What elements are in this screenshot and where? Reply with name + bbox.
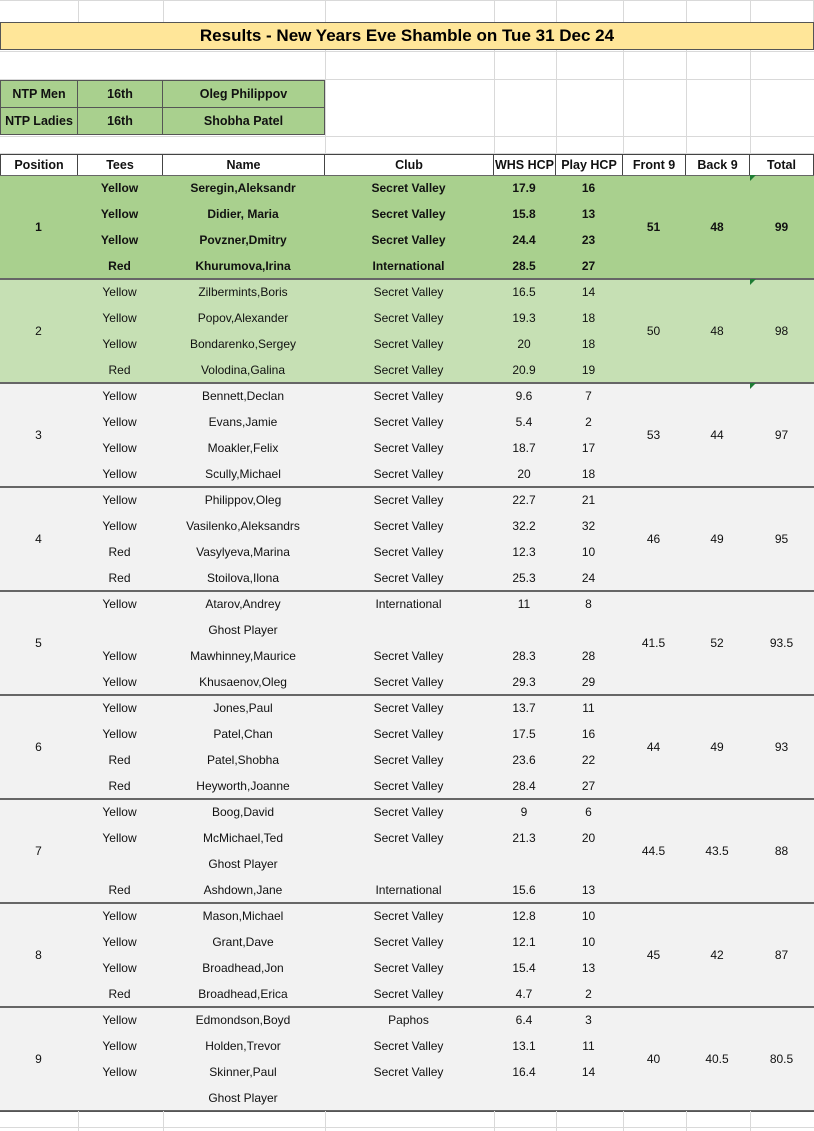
player-tees: Red [108,259,131,273]
group-position: 4 [35,532,42,546]
player-tees [77,1085,162,1111]
player-name: Grant,Dave [212,935,274,949]
group-total: 88 [774,844,789,858]
player-name: Zilbermints,Boris [198,285,288,299]
player-tees: Yellow [102,935,137,949]
player-whs-hcp: 24.4 [512,233,536,247]
player-play-hcp: 17 [581,441,596,455]
player-play-hcp: 18 [581,337,596,351]
player-club: Secret Valley [373,987,444,1001]
group-position: 3 [35,428,42,442]
player-play-hcp: 10 [581,935,596,949]
group-front-9: 44.5 [641,844,666,858]
player-tees: Yellow [102,597,137,611]
player-club: Secret Valley [373,1065,444,1079]
player-play-hcp: 27 [581,259,596,273]
player-play-hcp: 19 [581,363,596,377]
group-total: 93 [774,740,789,754]
player-tees: Yellow [102,909,137,923]
player-club: Secret Valley [373,675,444,689]
player-name: Heyworth,Joanne [196,779,290,793]
group-front-9: 40 [646,1052,661,1066]
header-club: Club [324,154,494,176]
player-tees: Yellow [100,207,139,221]
player-club: International [375,597,442,611]
player-play-hcp: 16 [581,727,596,741]
player-tees [77,617,162,643]
player-play-hcp: 20 [581,831,596,845]
player-club: Secret Valley [373,389,444,403]
player-whs-hcp: 19.3 [512,311,536,325]
player-tees: Yellow [102,519,137,533]
player-club: Secret Valley [373,493,444,507]
player-tees: Yellow [102,415,137,429]
player-club: Secret Valley [373,363,444,377]
player-club: Secret Valley [373,753,444,767]
player-play-hcp: 6 [585,805,592,819]
player-name: McMichael,Ted [202,831,284,845]
player-club: Secret Valley [373,649,444,663]
player-tees: Yellow [102,961,137,975]
header-tees: Tees [77,154,163,176]
player-name: Bondarenko,Sergey [189,337,297,351]
player-play-hcp: 18 [581,311,596,325]
player-club: Secret Valley [373,545,444,559]
player-club [324,617,493,643]
comment-indicator-icon [750,279,756,285]
player-tees: Yellow [102,441,137,455]
player-tees: Yellow [102,467,137,481]
header-whs-hcp: WHS HCP [493,154,556,176]
player-name: Patel,Chan [213,727,273,741]
player-play-hcp: 11 [582,701,595,715]
player-name: Evans,Jamie [208,415,278,429]
player-name: Boog,David [211,805,275,819]
player-play-hcp: 11 [582,1039,595,1053]
player-name: Vasylyeva,Marina [196,545,290,559]
player-name: Mawhinney,Maurice [190,649,296,663]
player-play-hcp: 8 [585,597,592,611]
player-whs-hcp: 12.3 [512,545,536,559]
player-name: Atarov,Andrey [205,597,281,611]
player-name: Khusaenov,Oleg [199,675,287,689]
player-tees: Red [108,753,131,767]
player-tees: Yellow [102,493,137,507]
player-club: Secret Valley [371,233,446,247]
player-name: Moakler,Felix [207,441,279,455]
player-tees: Red [108,883,131,897]
player-whs-hcp: 15.4 [512,961,536,975]
player-name: Edmondson,Boyd [195,1013,291,1027]
player-club [324,851,493,877]
results-title: Results - New Years Eve Shamble on Tue 31 Dec 24 [0,22,814,50]
group-position: 2 [35,324,42,338]
player-club: International [375,883,442,897]
player-play-hcp: 14 [581,1065,596,1079]
player-name: Holden,Trevor [205,1039,281,1053]
player-whs-hcp: 16.4 [512,1065,536,1079]
player-club: Secret Valley [373,467,444,481]
player-name: Ashdown,Jane [203,883,283,897]
player-play-hcp: 24 [581,571,596,585]
group-total: 97 [774,428,789,442]
player-club: Secret Valley [373,961,444,975]
player-name: Khurumova,Irina [195,259,291,273]
player-whs-hcp: 11 [517,597,531,611]
player-play-hcp: 27 [581,779,596,793]
player-tees: Red [108,363,131,377]
player-tees: Yellow [102,727,137,741]
player-whs-hcp: 25.3 [512,571,536,585]
player-club: Secret Valley [371,181,446,195]
player-club: Secret Valley [373,779,444,793]
group-back-9: 44 [710,428,724,442]
player-whs-hcp: 22.7 [512,493,536,507]
header-play-hcp: Play HCP [555,154,623,176]
player-whs-hcp: 29.3 [512,675,536,689]
player-name: Ghost Player [208,623,278,637]
group-total: 98 [774,324,789,338]
player-tees: Red [108,779,131,793]
player-name: Patel,Shobha [206,753,280,767]
player-tees: Red [108,545,131,559]
player-name: Jones,Paul [213,701,273,715]
player-club: Secret Valley [373,571,444,585]
player-whs-hcp: 5.4 [515,415,533,429]
group-position: 7 [35,844,42,858]
player-play-hcp: 3 [585,1013,592,1027]
player-name: Seregin,Aleksandr [190,181,296,195]
player-play-hcp: 28 [581,649,596,663]
ntp-ladies-label: NTP Ladies [0,107,78,135]
player-club: Secret Valley [373,805,444,819]
player-name: Ghost Player [208,857,278,871]
player-club: Secret Valley [373,831,444,845]
player-tees: Yellow [102,337,137,351]
player-play-hcp [555,1085,622,1111]
group-front-9: 50 [646,324,661,338]
group-total: 99 [774,220,789,234]
header-position: Position [0,154,78,176]
player-club: Secret Valley [373,701,444,715]
group-position: 8 [35,948,42,962]
group-front-9: 51 [646,220,661,234]
player-play-hcp: 29 [581,675,596,689]
player-tees: Yellow [102,805,137,819]
player-play-hcp: 13 [581,961,596,975]
player-play-hcp: 13 [581,883,596,897]
player-play-hcp [555,851,622,877]
player-whs-hcp: 6.4 [515,1013,533,1027]
comment-indicator-icon [750,383,756,389]
group-front-9: 53 [646,428,661,442]
player-name: Vasilenko,Aleksandrs [186,519,300,533]
player-name: Broadhead,Jon [202,961,284,975]
player-club [324,1085,493,1111]
player-tees: Yellow [102,389,137,403]
player-whs-hcp: 15.8 [512,207,536,221]
player-club: Paphos [388,1013,429,1027]
player-club: Secret Valley [373,311,444,325]
group-back-9: 48 [710,324,724,338]
player-whs-hcp: 32.2 [512,519,536,533]
player-tees: Yellow [102,701,137,715]
player-whs-hcp: 16.5 [512,285,536,299]
player-play-hcp: 14 [581,285,596,299]
player-name: Bennett,Declan [201,389,285,403]
player-club: International [372,259,445,273]
player-tees: Yellow [100,233,139,247]
player-tees: Red [108,987,131,1001]
player-play-hcp: 23 [581,233,596,247]
player-club: Secret Valley [373,935,444,949]
player-play-hcp: 10 [581,909,596,923]
player-whs-hcp: 15.6 [512,883,536,897]
player-whs-hcp: 28.5 [512,259,536,273]
player-club: Secret Valley [373,415,444,429]
player-club: Secret Valley [373,285,444,299]
group-front-9: 46 [646,532,661,546]
player-club: Secret Valley [373,1039,444,1053]
group-total: 93.5 [769,636,794,650]
player-whs-hcp: 12.8 [512,909,536,923]
comment-indicator-icon [750,175,756,181]
header-name: Name [162,154,325,176]
player-whs-hcp [493,617,555,643]
player-tees: Yellow [102,311,137,325]
player-play-hcp: 13 [581,207,596,221]
player-club: Secret Valley [373,519,444,533]
player-name: Ghost Player [208,1091,278,1105]
group-total: 87 [774,948,789,962]
player-name: Skinner,Paul [209,1065,277,1079]
player-whs-hcp: 21.3 [512,831,536,845]
player-whs-hcp: 4.7 [515,987,533,1001]
player-tees: Yellow [102,1039,137,1053]
group-total: 95 [774,532,789,546]
group-back-9: 48 [710,220,724,234]
player-whs-hcp: 17.5 [512,727,536,741]
player-whs-hcp [493,851,555,877]
group-front-9: 41.5 [641,636,666,650]
player-play-hcp: 22 [581,753,596,767]
player-play-hcp: 18 [581,467,596,481]
player-tees: Yellow [102,649,137,663]
player-name: Volodina,Galina [200,363,286,377]
player-club: Secret Valley [373,727,444,741]
player-name: Didier, Maria [207,207,279,221]
player-play-hcp: 16 [581,181,596,195]
group-back-9: 49 [710,532,724,546]
player-tees: Yellow [102,831,137,845]
group-total: 80.5 [769,1052,794,1066]
player-tees: Yellow [102,1013,137,1027]
player-play-hcp [555,617,622,643]
header-front-9: Front 9 [622,154,686,176]
player-whs-hcp: 9 [520,805,528,819]
group-position: 6 [35,740,42,754]
player-name: Philippov,Oleg [204,493,282,507]
ntp-men-hole: 16th [77,80,163,108]
group-back-9: 43.5 [705,844,729,858]
group-back-9: 52 [710,636,724,650]
player-whs-hcp: 17.9 [512,181,536,195]
ntp-men-label: NTP Men [0,80,78,108]
group-back-9: 42 [710,948,724,962]
group-position: 5 [35,636,42,650]
player-play-hcp: 32 [581,519,596,533]
player-club: Secret Valley [373,337,444,351]
player-play-hcp: 2 [585,415,592,429]
player-tees: Red [108,571,131,585]
group-front-9: 45 [646,948,661,962]
player-club: Secret Valley [373,909,444,923]
header-total: Total [749,154,814,176]
player-name: Mason,Michael [202,909,284,923]
ntp-ladies-name: Shobha Patel [162,107,325,135]
group-back-9: 49 [710,740,724,754]
player-tees: Yellow [102,285,137,299]
player-name: Broadhead,Erica [198,987,288,1001]
player-play-hcp: 7 [585,389,592,403]
group-position: 9 [35,1052,42,1066]
player-tees [77,851,162,877]
player-whs-hcp: 23.6 [512,753,536,767]
player-whs-hcp: 28.4 [512,779,536,793]
group-position: 1 [35,220,42,234]
player-whs-hcp: 9.6 [515,389,533,403]
player-whs-hcp: 20 [517,467,531,481]
player-tees: Yellow [102,1065,137,1079]
player-whs-hcp: 12.1 [512,935,536,949]
player-whs-hcp: 13.7 [512,701,536,715]
player-name: Povzner,Dmitry [199,233,287,247]
player-whs-hcp: 28.3 [512,649,536,663]
ntp-men-name: Oleg Philippov [162,80,325,108]
player-tees: Yellow [102,675,137,689]
player-name: Scully,Michael [205,467,281,481]
player-name: Popov,Alexander [197,311,289,325]
ntp-ladies-hole: 16th [77,107,163,135]
player-whs-hcp: 20 [517,337,531,351]
group-front-9: 44 [646,740,661,754]
player-tees: Yellow [100,181,139,195]
player-whs-hcp [493,1085,555,1111]
player-whs-hcp: 20.9 [512,363,536,377]
player-play-hcp: 21 [581,493,596,507]
player-club: Secret Valley [373,441,444,455]
player-whs-hcp: 18.7 [512,441,536,455]
group-back-9: 40.5 [705,1052,729,1066]
player-play-hcp: 10 [581,545,596,559]
player-whs-hcp: 13.1 [512,1039,536,1053]
player-club: Secret Valley [371,207,446,221]
header-back-9: Back 9 [685,154,750,176]
player-play-hcp: 2 [585,987,592,1001]
player-name: Stoilova,Ilona [206,571,280,585]
